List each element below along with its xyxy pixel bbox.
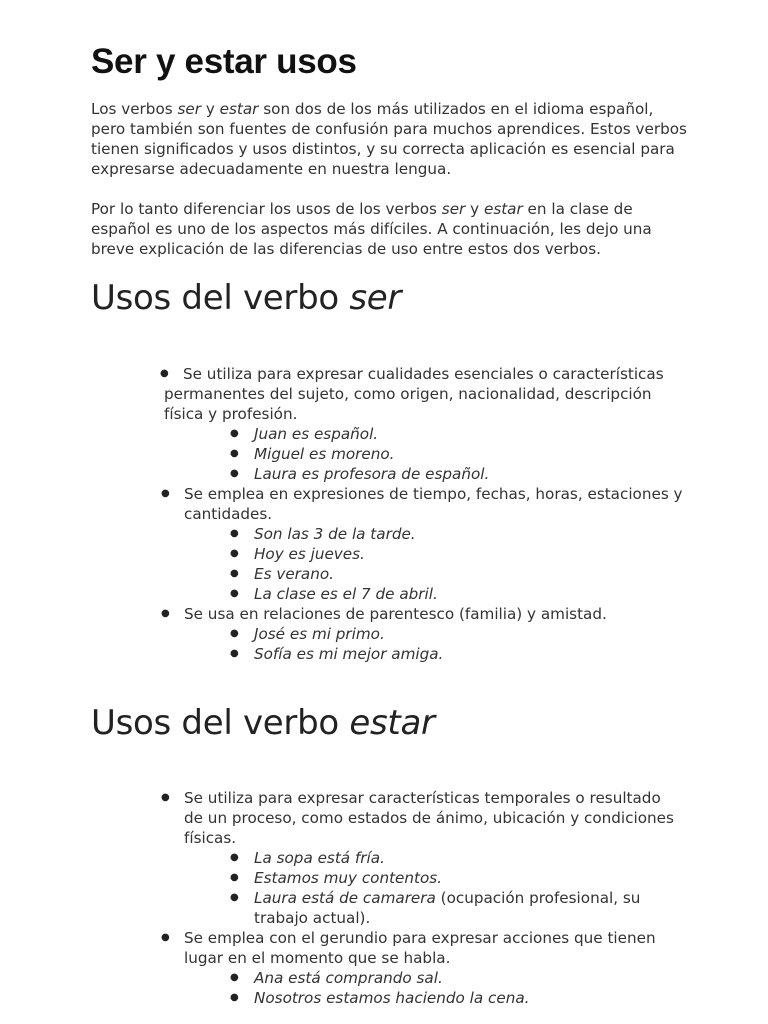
ser-item-2-example-3: Es verano. <box>254 565 334 583</box>
intro-p2-estar: estar <box>483 200 523 218</box>
ser-item-1-example-3: Laura es profesora de español. <box>254 465 490 483</box>
estar-item-2-example-2: Nosotros estamos haciendo la cena. <box>254 989 530 1007</box>
intro-p2-text-c: en la clase de español es uno de los aspectos más difíciles. A continuación, les dejo una breve explicación de las diferencias de uso entre estos dos verbos. <box>91 200 652 258</box>
bullet-icon: ● <box>230 892 239 903</box>
example-item <box>230 464 684 484</box>
example-item <box>230 624 684 644</box>
bullet-icon: ● <box>230 448 239 459</box>
intro-p2-text-a: Por lo tanto diferenciar los usos de los verbos <box>91 200 442 218</box>
ser-item-1-example-1: Juan es español. <box>254 425 379 443</box>
list-item <box>160 364 674 424</box>
estar-item-1-example-2: Estamos muy contentos. <box>254 869 443 887</box>
bullet-icon: ● <box>230 992 239 1003</box>
intro-p1-text-c: son dos de los más utilizados en el idioma español, pero también son fuentes de confusión para muchos aprendices. Estos verbos tienen significados y usos distintos, y su correcta aplicación es esencial para expresarse adecuadamente en nuestra lengua. <box>91 100 687 178</box>
estar-item-1-example-3-plain: (ocupación profesional, su trabajo actual). <box>254 889 641 927</box>
example-item <box>230 868 684 888</box>
example-item <box>230 584 684 604</box>
example-item <box>230 444 684 464</box>
list-item <box>161 484 684 524</box>
example-item <box>230 968 684 988</box>
estar-item-1-example-3-italic: Laura está de camarera <box>254 889 436 907</box>
bullet-icon: ● <box>230 872 239 883</box>
intro-p1-estar: estar <box>219 100 259 118</box>
ser-item-3-text: Se usa en relaciones de parentesco (familia) y amistad. <box>184 605 607 623</box>
list-item <box>161 928 684 968</box>
intro-p1-text-a: Los verbos <box>91 100 178 118</box>
ser-item-2-example-2: Hoy es jueves. <box>254 545 365 563</box>
example-item <box>230 564 684 584</box>
heading-estar-text: Usos del verbo <box>91 703 350 743</box>
example-item <box>230 888 684 928</box>
example-item <box>230 544 684 564</box>
bullet-icon: ● <box>230 972 239 983</box>
bullet-icon: ● <box>160 368 169 379</box>
heading-ser-italic: ser <box>349 278 402 318</box>
estar-item-1-text: Se utiliza para expresar características temporales o resultado de un proceso, como estados de ánimo, ubicación y condiciones físicas. <box>184 789 674 847</box>
intro-p1-text-b: y <box>201 100 220 118</box>
bullet-icon: ● <box>230 648 239 659</box>
ser-item-2-example-1: Son las 3 de la tarde. <box>254 525 416 543</box>
intro-p2-text-b: y <box>465 200 484 218</box>
list-item <box>161 604 684 624</box>
intro-p2-ser: ser <box>441 200 466 218</box>
bullet-icon: ● <box>230 568 239 579</box>
example-item <box>230 644 684 664</box>
bullet-icon: ● <box>230 852 239 863</box>
ser-item-1-text: Se utiliza para expresar cualidades esenciales o características permanentes del sujeto, como origen, nacionalidad, descripción física y profesión. <box>164 365 664 423</box>
bullet-icon: ● <box>161 932 170 943</box>
estar-usage-list <box>0 788 768 1008</box>
ser-item-2-example-4: La clase es el 7 de abril. <box>254 585 438 603</box>
heading-estar-italic: estar <box>349 703 435 743</box>
intro-paragraph-1 <box>91 99 691 179</box>
bullet-icon: ● <box>230 548 239 559</box>
bullet-icon: ● <box>230 428 239 439</box>
page-title: Ser y estar usos <box>91 42 357 81</box>
bullet-icon: ● <box>161 488 170 499</box>
example-item <box>230 848 684 868</box>
estar-item-2-text: Se emplea con el gerundio para expresar acciones que tienen lugar en el momento que se habla. <box>184 929 656 967</box>
ser-item-2-text: Se emplea en expresiones de tiempo, fechas, horas, estaciones y cantidades. <box>184 485 683 523</box>
ser-item-3-example-2: Sofía es mi mejor amiga. <box>254 645 444 663</box>
ser-item-1-example-2: Miguel es moreno. <box>254 445 395 463</box>
estar-item-2-example-1: Ana está comprando sal. <box>254 969 443 987</box>
example-item <box>230 524 684 544</box>
section-heading-ser <box>91 278 401 318</box>
ser-item-3-example-1: José es mi primo. <box>254 625 385 643</box>
bullet-icon: ● <box>230 468 239 479</box>
ser-usage-list <box>0 364 768 664</box>
bullet-icon: ● <box>230 628 239 639</box>
intro-p1-ser: ser <box>177 100 201 118</box>
estar-item-1-example-1: La sopa está fría. <box>254 849 385 867</box>
bullet-icon: ● <box>230 528 239 539</box>
example-item <box>230 988 684 1008</box>
heading-ser-text: Usos del verbo <box>91 278 350 318</box>
section-heading-estar <box>91 703 435 743</box>
bullet-icon: ● <box>230 588 239 599</box>
list-item <box>161 788 684 848</box>
bullet-icon: ● <box>161 608 170 619</box>
intro-paragraph-2 <box>91 199 691 259</box>
bullet-icon: ● <box>161 792 170 803</box>
example-item <box>230 424 684 444</box>
